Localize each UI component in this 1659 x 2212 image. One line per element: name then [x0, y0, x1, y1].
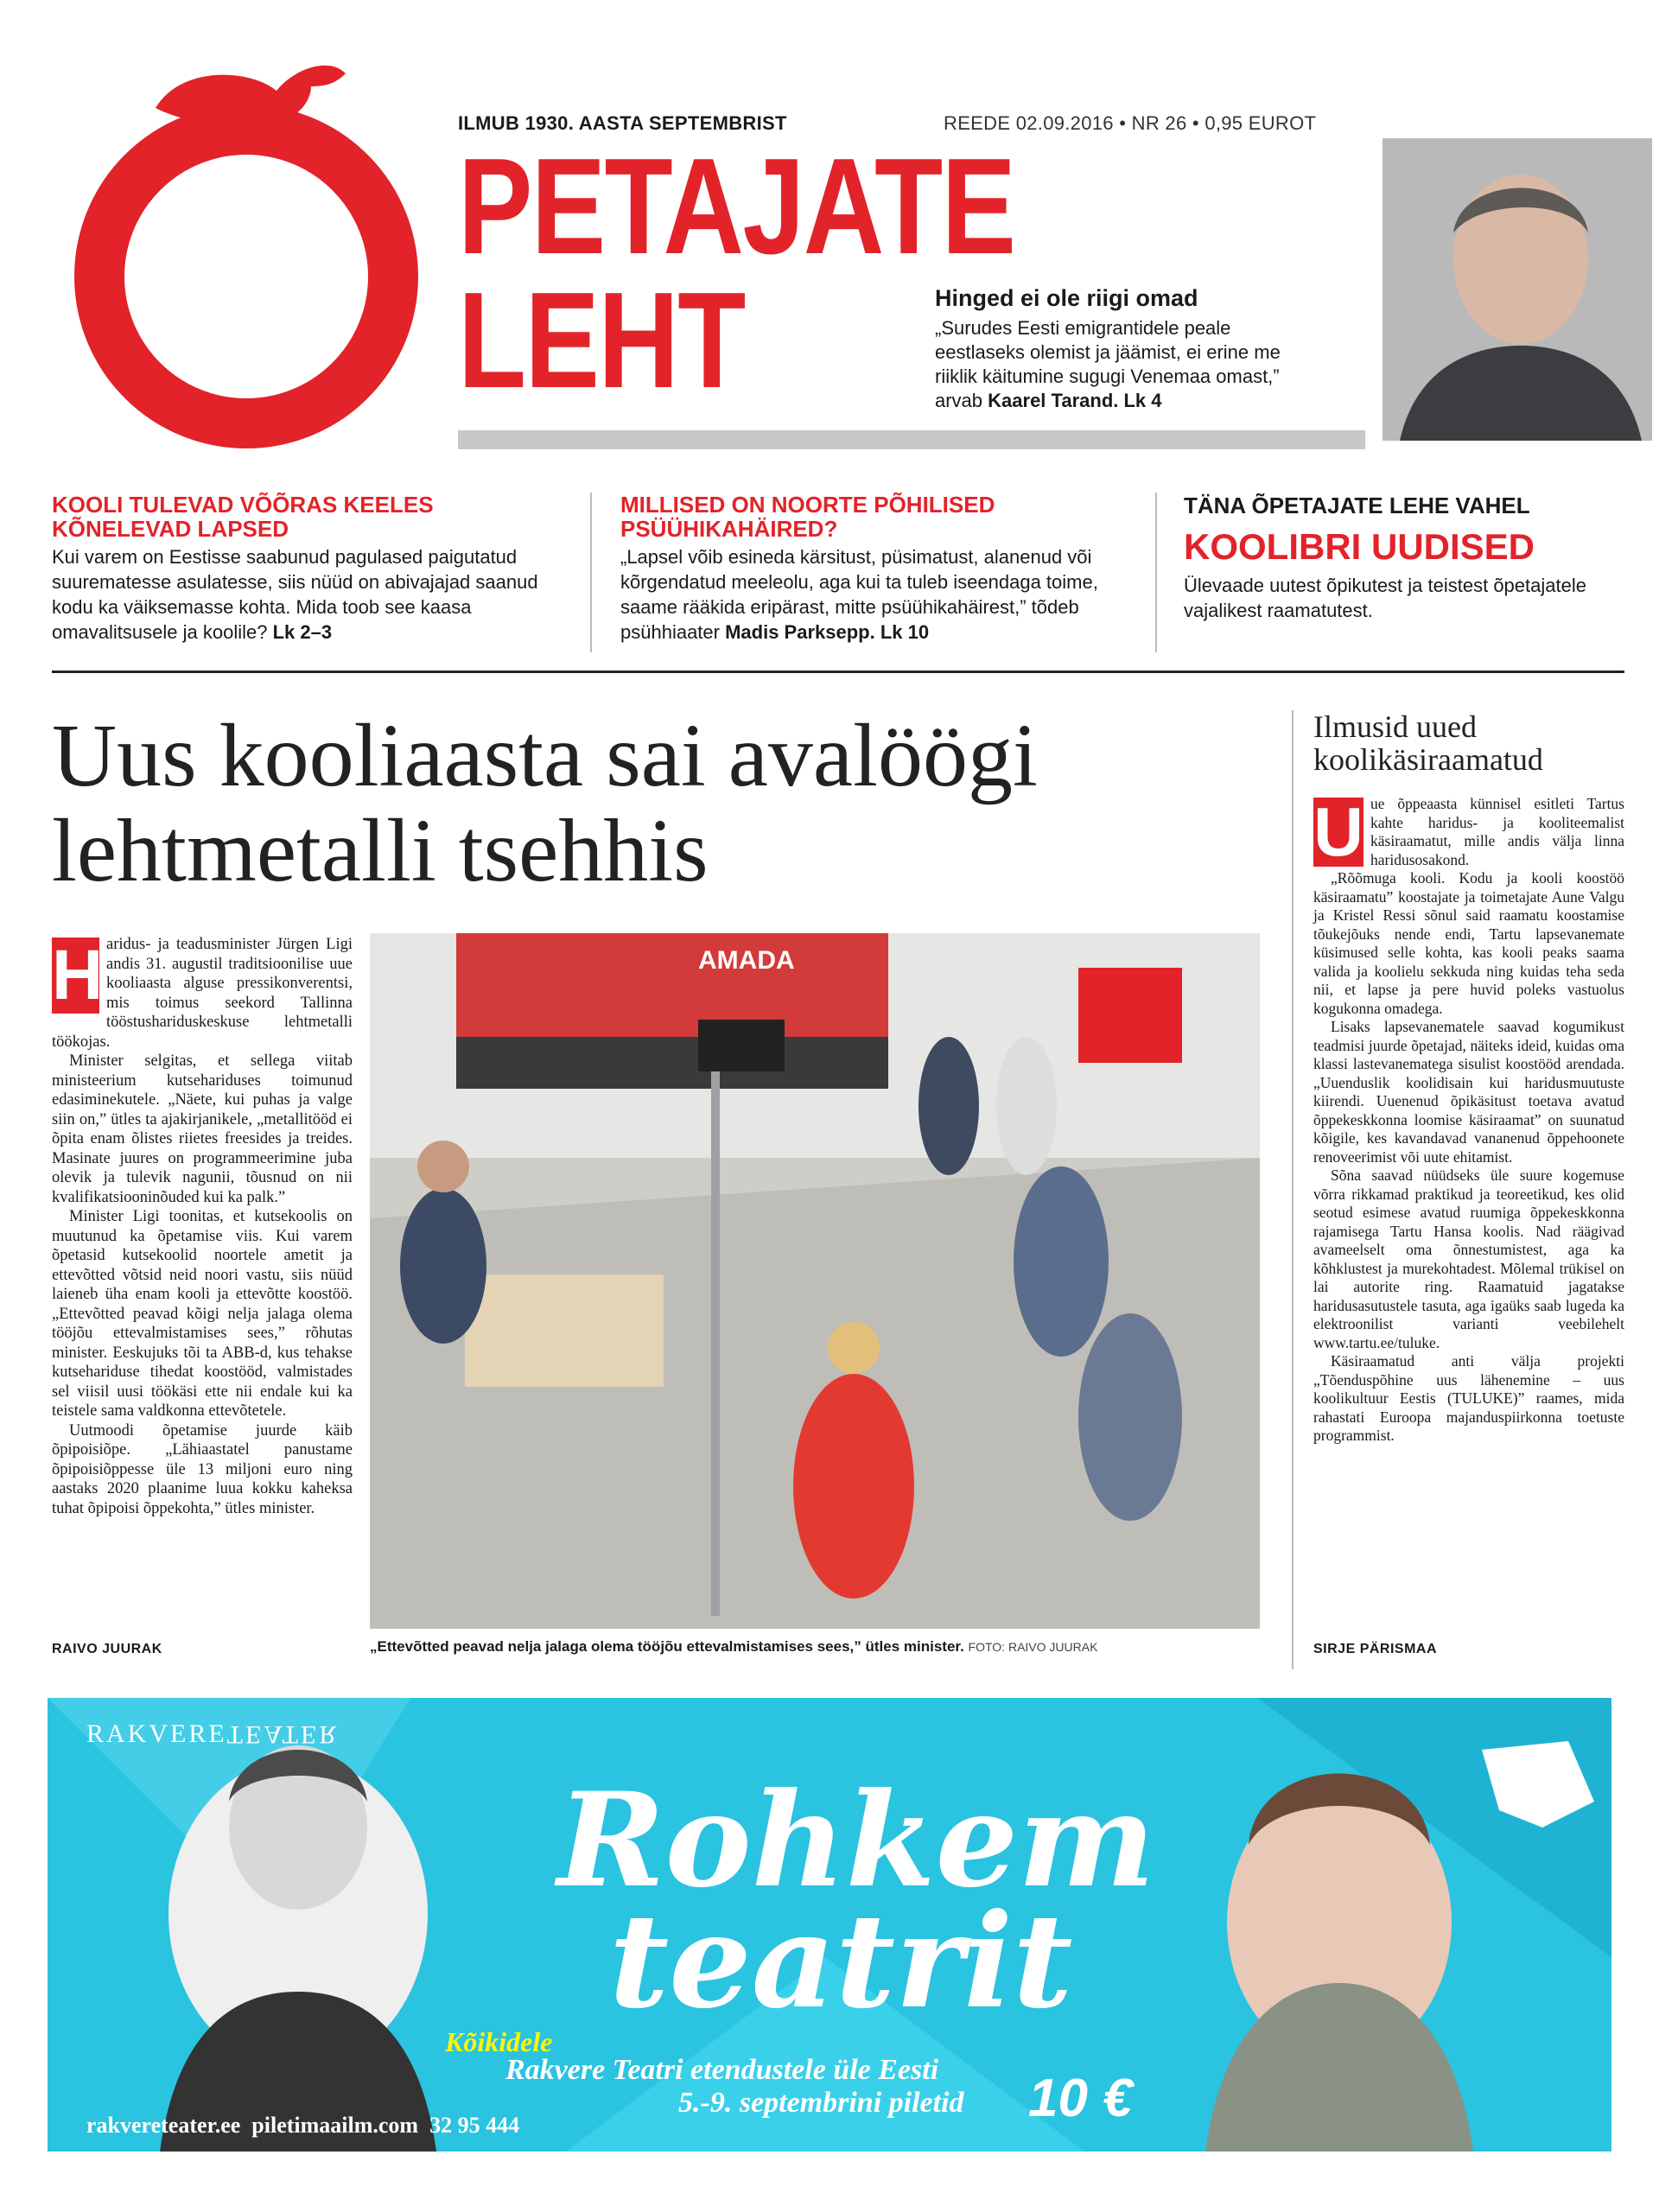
teaser-mental-health-body: „Lapsel võib esineda kärsitust, püsimatust, alanenud või kõrgendatud meeleolu, aga kui ta tuleb iseendaga toime, saame rääkida eripärast, mitte psüühikahäirest,” tõdeb psühhiaater: [620, 546, 1098, 643]
ad-brand-right: TEATER: [226, 1720, 340, 1749]
teaser-refugees-ref: Lk 2–3: [267, 621, 333, 643]
ad-brand-left: RAKVERE: [86, 1719, 227, 1748]
teaser-refugees-text: [52, 544, 570, 645]
photo-caption: [370, 1638, 1268, 1656]
teaser-koolibri-title: KOOLIBRI UUDISED: [1184, 526, 1535, 567]
section-divider: [52, 671, 1624, 673]
side-byline: SIRJE PÄRISMAA: [1313, 1642, 1438, 1656]
logo-ring-icon: [52, 48, 458, 454]
main-paragraph: Minister Ligi toonitas, et kutsekoolis on muutunud ka õpetamise viis. Kui varem õpetasid kutsekoolid noortele ametit ja ettevõtted võtsid neid noori vastu, siis nüüd laieneb üha enam kooli ja ettevõtte koostöö. „Ettevõtted peavad kõigi nelja jalaga olema tööjõu ettevalmistamises sees,” rõhutas minister. Eeskujuks tõi ta ABB-d, kus tehakse kutsehariduse tihedat koostööd, valmistades sel viisil uusi töökäsi ette nii endale kui ka teistele sama valdkonna ettevõtetele.: [52, 1208, 353, 1420]
photo-credit: FOTO: RAIVO JUURAK: [968, 1640, 1098, 1654]
teaser-mental-health-text: [620, 544, 1139, 645]
side-paragraph: Sõna saavad nüüdseks üle suure kogemuse võrra rikkamad praktikud ja teoreetikud, kes olid seotud esimese avatud ruumiga õppekeskkonna rajamisega Tartu Hansa koolis. Nad räägivad avameelselt oma õnnestumistest, aga ka kõhklustest ja murekohtadest. Mõlemal trükisel on lai autorite ring. Raamatuid jagatakse haridusasutustele tasuta, aga igaüks saab lugeda ka elektroonilist varianti veebilehelt www.tartu.ee/tuluke.: [1313, 1166, 1624, 1351]
teaser-koolibri-text: Ülevaade uutest õpikutest ja teistest õpetajatele vajalikest raamatutest.: [1184, 575, 1586, 621]
press-conference-photo: [370, 933, 1260, 1629]
side-paragraph: „Rõõmuga kooli. Kodu ja kooli koostöö käsiraamatu” koostajate ja toimetajate Aune Valgu ja Kristel Ressi sõnul said raamatu koostamise tõukejõuks nende endi, Tartu lapsevanemate küsimused selle kohta, kas kooli peaks saama valida ja koolielu sekkuda ning kuidas teha seda nii, et lapse ja pere huvid poleks vastuolus kogukonna omadega.: [1313, 869, 1624, 1017]
teaser-mental-health[interactable]: [620, 493, 1139, 645]
teaser-refugees-body: Kui varem on Eestisse saabunud pagulased paigutatud suurematesse asulatesse, siis nüüd on abivajajad saanud kodu ka väiksemasse kohta. Mida toob see kaasa omavalitsusele ja koolile?: [52, 546, 538, 643]
columnist-portrait: [1382, 138, 1652, 441]
theatre-advertisement[interactable]: [48, 1698, 1611, 2152]
teaser-koolibri-kicker: TÄNA ÕPETAJATE LEHE VAHEL: [1184, 493, 1530, 518]
main-paragraph: Uutmoodi õpetamise juurde käib õpipoisiõpe. „Lähiaastatel panustame õpipoisiõppesse üle 13 miljoni euro ning aastaks 2020 plaanime luua kokku kaheksa tuhat õpipoisi õppekohta,” ütles minister.: [52, 1421, 353, 1517]
masthead-title-line2: LEHT: [458, 264, 745, 416]
main-headline[interactable]: Uus kooliaasta sai avalöögi lehtmetalli tsehhis: [52, 706, 1038, 900]
masthead-divider: [458, 430, 1365, 449]
masthead-teaser-title[interactable]: Hinged ei ole riigi omad: [935, 285, 1198, 311]
teaser-koolibri[interactable]: [1184, 493, 1624, 623]
side-paragraph: Lisaks lapsevanematele saavad kogumikust teadmisi juurde õpetajad, näiteks ideid, kuidas oma klassi lastevanematega sisulist koostööd arendada. „Uuenduslik koolidisain kui haridusmuutuste kiirendi. Uuenenud õpikäsitust toetava avatud õppekeskkonna loomise käsiraamat” on suunatud kõigile, kes kavandavad vananenud õppehoonete renoveerimist või uute ehitamist.: [1313, 1018, 1624, 1166]
teaser-author: Kaarel Tarand: [988, 390, 1114, 411]
caption-text: „Ettevõtted peavad nelja jalaga olema tööjõu ettevalmistamises sees,” ütles minister.: [370, 1638, 964, 1655]
ad-footer-links[interactable]: rakvereteater.ee piletimaailm.com 32 95 444: [86, 2113, 520, 2138]
ad-sub-2: Rakvere Teatri etendustele üle Eesti: [505, 2054, 939, 2086]
teaser-refugees-title: KOOLI TULEVAD VÕÕRAS KEELES KÕNELEVAD LAPSED: [52, 492, 434, 542]
side-headline[interactable]: Ilmusid uued koolikäsiraamatud: [1313, 709, 1543, 777]
teaser-mental-health-author: Madis Parksepp: [725, 621, 870, 643]
side-story-body: [1313, 795, 1624, 1446]
ad-sub-1: Kõikidele: [445, 2026, 553, 2057]
side-dropcap: U: [1313, 793, 1363, 870]
masthead-teaser-text[interactable]: [935, 316, 1324, 413]
portrait-illustration-icon: [1382, 138, 1652, 441]
teaser-page-ref: . Lk 4: [1113, 390, 1162, 411]
teaser-mental-health-title: MILLISED ON NOORTE PÕHILISED PSÜÜHIKAHÄIRED?: [620, 492, 995, 542]
teaser-mental-health-ref: . Lk 10: [869, 621, 930, 643]
ad-price: 10 €: [1028, 2069, 1133, 2128]
side-paragraph: Käsiraamatud anti välja projekti „Tõenduspõhine uus lähenemine – uus koolikultuur Eestis (TULUKE)” raames, mida rahastati Euroopa majanduspiirkonna toetuste programmist.: [1313, 1352, 1624, 1444]
main-dropcap: H: [52, 936, 104, 1014]
ad-headline-2: teatrit: [609, 1885, 1073, 2037]
photo-machine-sign: AMADA: [698, 946, 795, 975]
column-divider: [1292, 710, 1294, 1669]
masthead-issue-info: REEDE 02.09.2016 • NR 26 • 0,95 EUROT: [944, 112, 1317, 134]
column-divider: [1155, 493, 1157, 652]
masthead-founded: ILMUB 1930. AASTA SEPTEMBRIST: [458, 112, 787, 134]
main-story-body: [52, 935, 353, 1518]
teaser-refugees[interactable]: [52, 493, 570, 645]
ad-sub-3: 5.-9. septembrini piletid: [678, 2087, 964, 2119]
main-paragraph: aridus- ja teadusminister Jürgen Ligi andis 31. augustil traditsioonilise uue kooliaasta alguse pressikonverentsi, mis toimus seekord Tallinna tööstushariduskeskuse lehtmetalli töökojas.: [52, 936, 353, 1051]
main-paragraph: Minister selgitas, et sellega viitab ministeerium kutsehariduses toimunud edasiminekutele. „Näete, kui puhas ja valge siin on,” ütles ta ajakirjanikele, „metallitööd ei õpita enam õlistes riietes freesides ja treides. Masinate juures on programmeerimine juba olevik ja tulevik nagunii, tõusnud on nii kvalifikatsiooninõuded kui ka palk.”: [52, 1052, 353, 1206]
masthead-title-line1: PETAJATE: [458, 130, 1015, 283]
main-byline: RAIVO JUURAK: [52, 1642, 162, 1656]
column-divider: [590, 493, 592, 652]
ad-headline-1: Rohkem: [557, 1764, 1155, 1916]
photo-illustration-icon: [370, 933, 1260, 1629]
ad-brand: [86, 1719, 339, 1749]
teaser-quote: „Surudes Eesti emigrantidele peale eestlaseks olemist ja jäämist, ei erine me riiklik käitumine sugugi Venemaa omast,” arvab: [935, 317, 1281, 411]
side-paragraph: ue õppeaasta künnisel esitleti Tartus kahte haridus- ja kooliteemalist käsiraamatut, mille andis välja linna haridusosakond.: [1370, 795, 1624, 868]
